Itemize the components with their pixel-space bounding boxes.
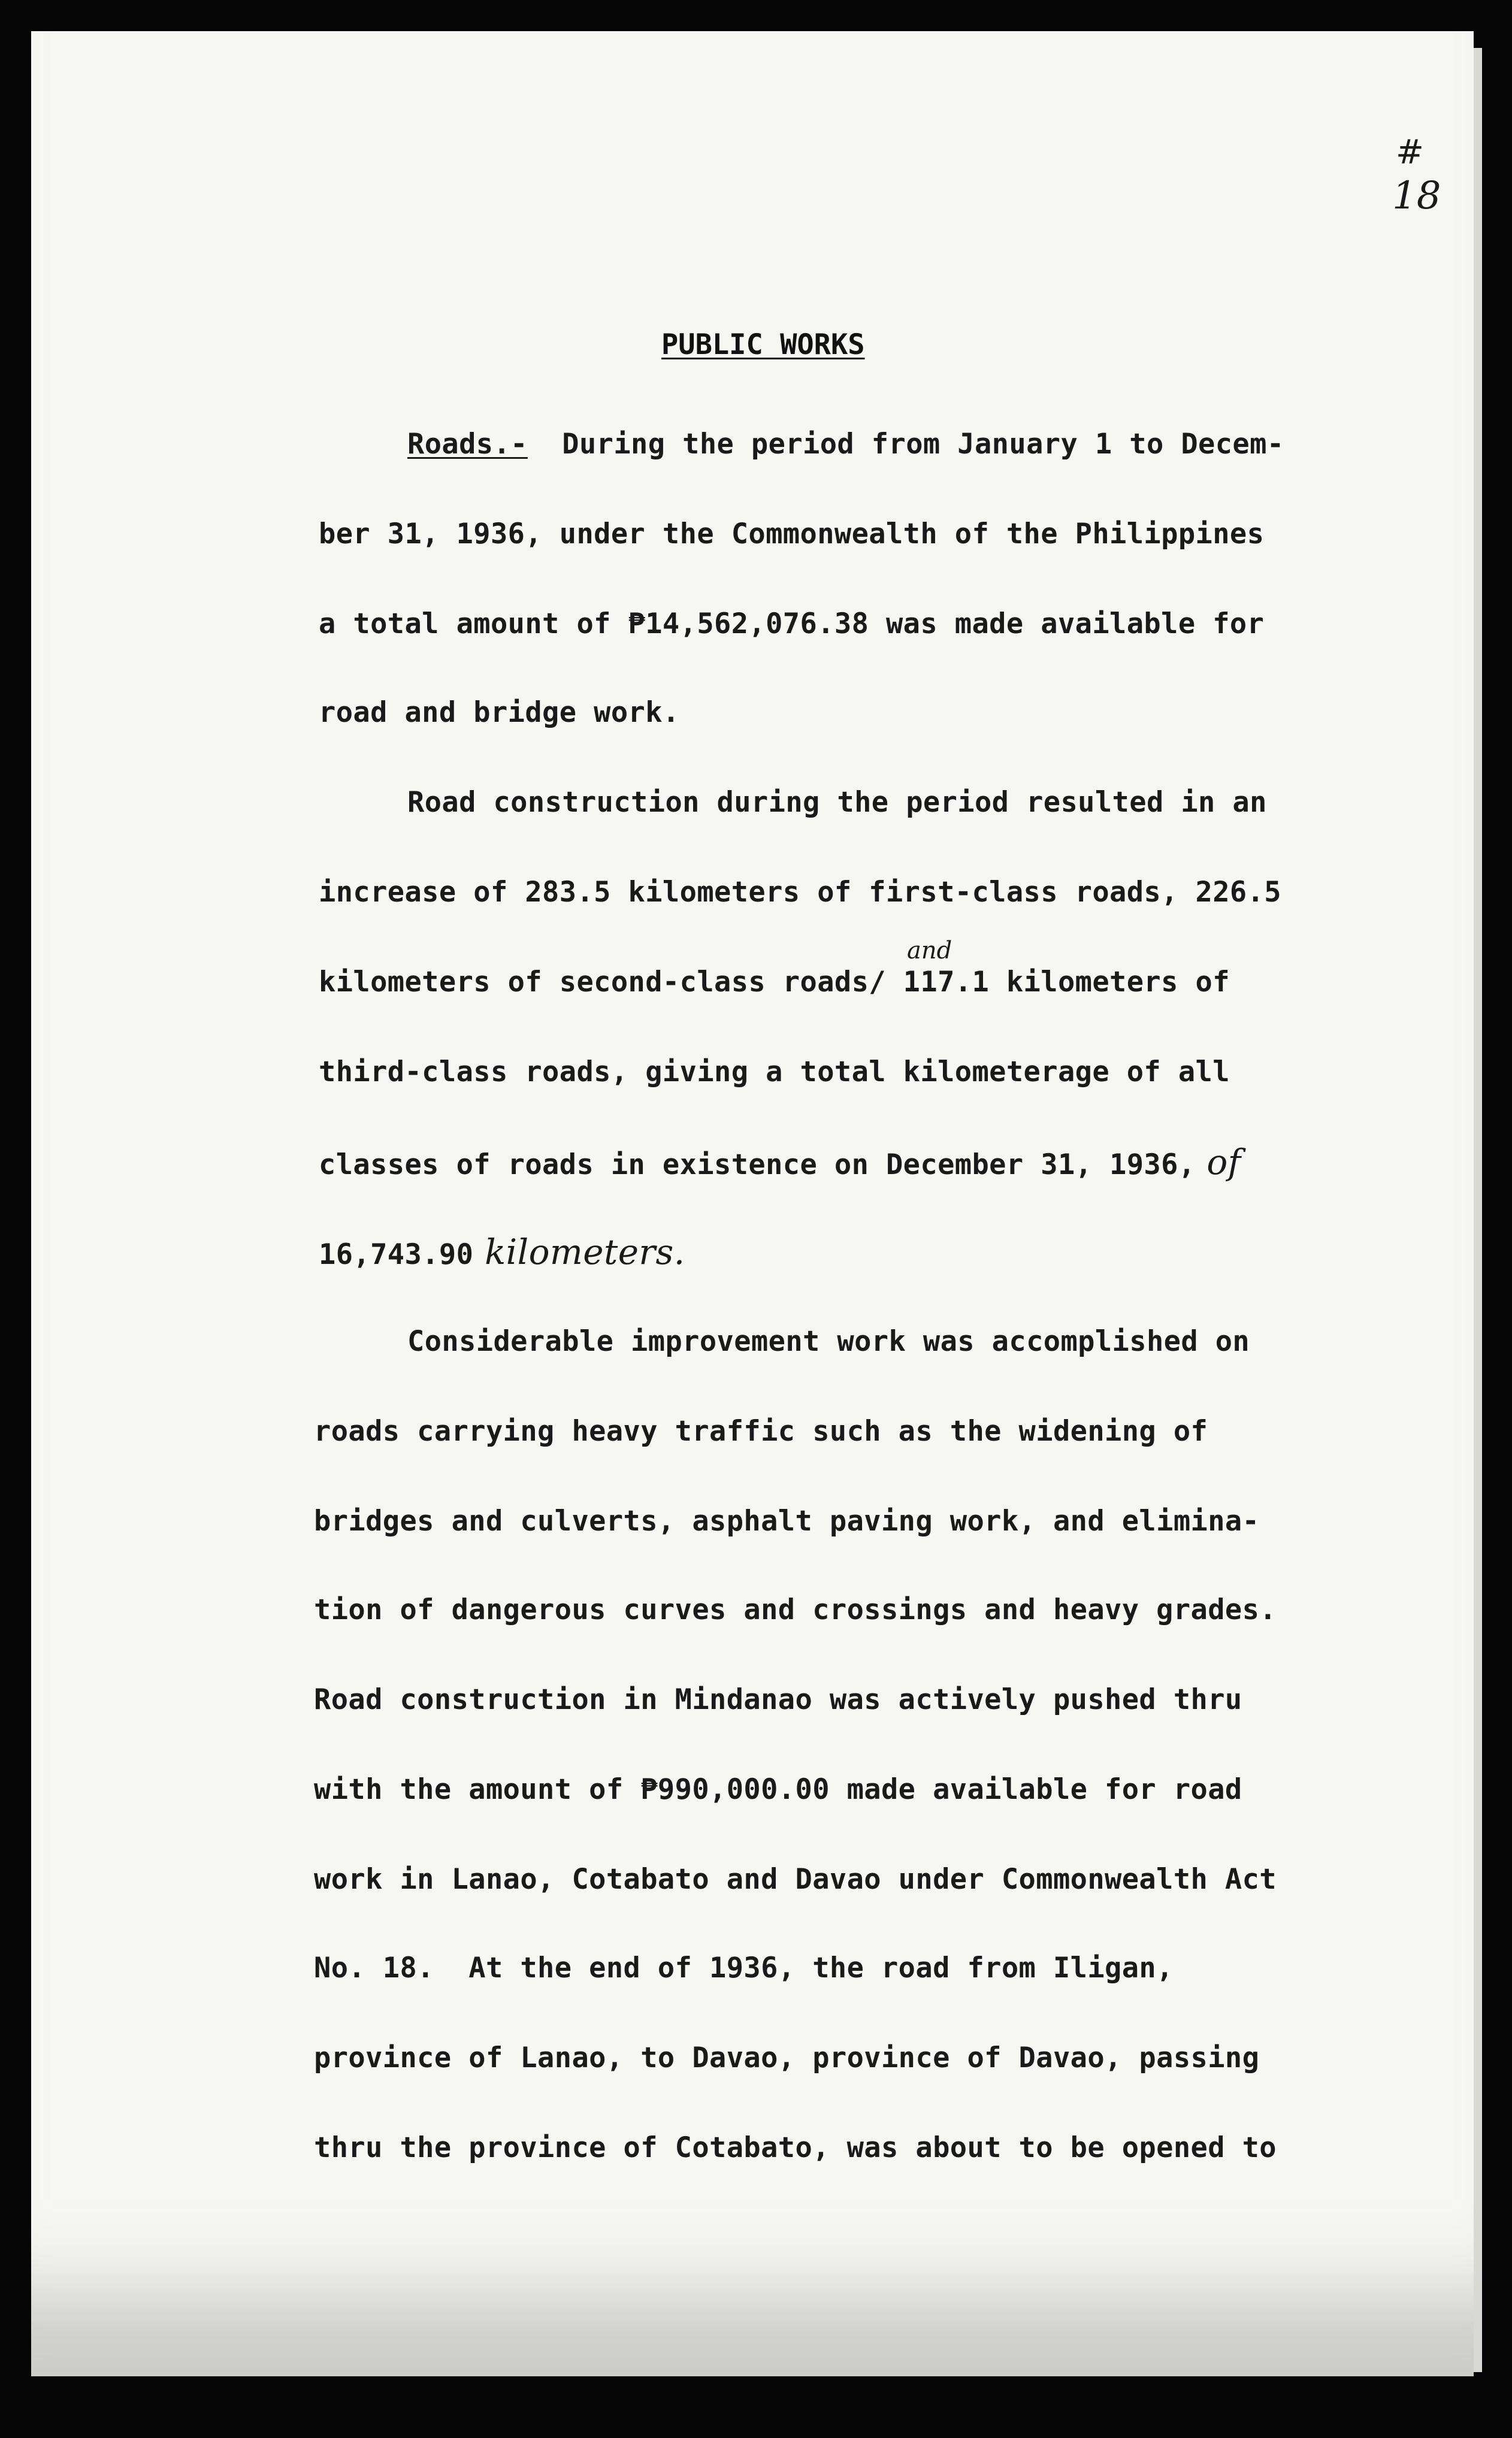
text-line-7: kilometers of second-class roads/ 117.1 kilometers of bbox=[319, 966, 1230, 999]
text-line-20: thru the province of Cotabato, was about to be opened to bbox=[314, 2131, 1277, 2164]
section-heading-roads: Roads.- bbox=[407, 428, 528, 461]
text-line-11: Considerable improvement work was accomplished on bbox=[407, 1325, 1250, 1358]
text-line-18: No. 18. At the end of 1936, the road from Iligan, bbox=[314, 1952, 1174, 1985]
text-line-15: Road construction in Mindanao was actively pushed thru bbox=[314, 1683, 1242, 1716]
text-line-12: roads carrying heavy traffic such as the widening of bbox=[314, 1415, 1208, 1448]
text-line-14: tion of dangerous curves and crossings and heavy grades. bbox=[314, 1593, 1277, 1626]
handwritten-of: of bbox=[1195, 1142, 1241, 1182]
text-line-17: work in Lanao, Cotabato and Davao under Commonwealth Act bbox=[314, 1863, 1277, 1896]
text-line-9 bbox=[319, 1144, 1241, 1183]
text-line-8: third-class roads, giving a total kilometerage of all bbox=[319, 1055, 1230, 1088]
text-line-13: bridges and culverts, asphalt paving work, and elimina- bbox=[314, 1505, 1260, 1538]
text-line-1 bbox=[407, 427, 1284, 462]
text-line-3: a total amount of ₱14,562,076.38 was made available for bbox=[319, 607, 1265, 640]
document-page bbox=[31, 31, 1474, 2376]
text-line-19: province of Lanao, to Davao, province of Davao, passing bbox=[314, 2041, 1260, 2074]
text-line-16: with the amount of ₱990,000.00 made available for road bbox=[314, 1773, 1242, 1806]
text-line-10 bbox=[319, 1234, 685, 1273]
text-line-9-body: classes of roads in existence on December 31, 1936, bbox=[319, 1148, 1196, 1181]
text-line-5: Road construction during the period resulted in an bbox=[407, 786, 1267, 819]
page-title: PUBLIC WORKS bbox=[661, 328, 865, 361]
text-line-4: road and bridge work. bbox=[319, 696, 680, 729]
text-line-6: increase of 283.5 kilometers of first-class roads, 226.5 bbox=[319, 876, 1281, 909]
page-number: 18 bbox=[1392, 174, 1441, 218]
handwritten-insertion-and: and bbox=[907, 937, 952, 964]
text-line-10-body: 16,743.90 bbox=[319, 1238, 474, 1271]
page-edge bbox=[1474, 48, 1482, 2372]
text-line-1-body: During the period from January 1 to Decem- bbox=[527, 428, 1284, 461]
page-number-mark: # bbox=[1396, 133, 1424, 172]
text-line-2: ber 31, 1936, under the Commonwealth of the Philippines bbox=[319, 518, 1265, 550]
handwritten-kilometers: kilometers. bbox=[473, 1232, 685, 1272]
